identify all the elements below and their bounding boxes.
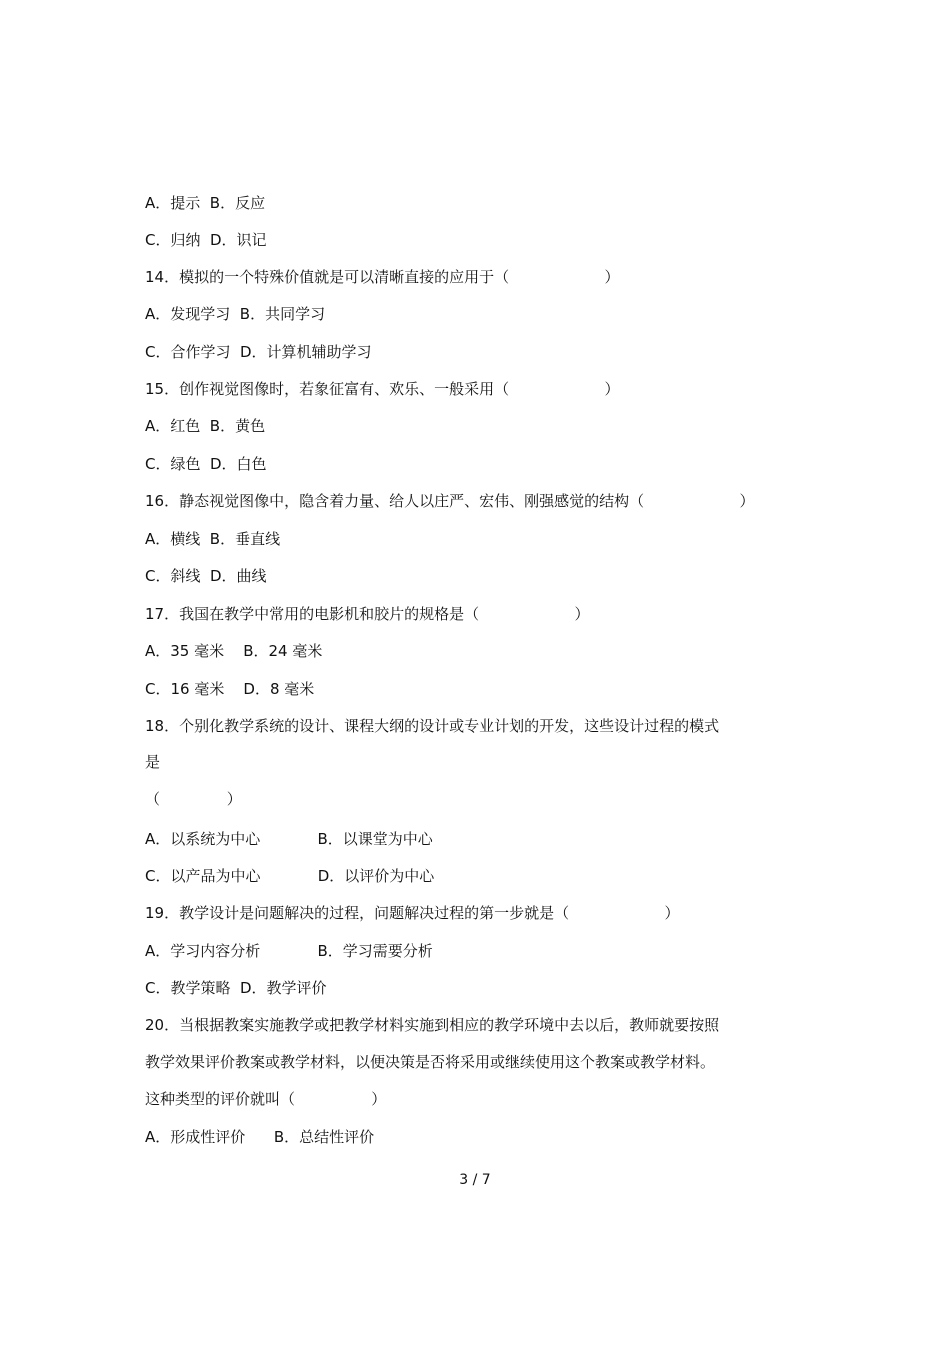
text-line: C．斜线 D．曲线 (145, 567, 267, 585)
question-14: 14．模拟的一个特殊价值就是可以清晰直接的应用于（ ） (145, 268, 620, 286)
text-line: A．形成性评价 B．总结性评价 (145, 1128, 375, 1146)
text-line: A．横线 B．垂直线 (145, 530, 281, 548)
text-line: C．以产品为中心 D．以评价为中心 (145, 867, 435, 885)
text-line: 这种类型的评价就叫（ ） (145, 1090, 387, 1108)
question-15: 15．创作视觉图像时，若象征富有、欢乐、一般采用（ ） (145, 380, 620, 398)
text-line: A．红色 B．黄色 (145, 417, 266, 435)
question-19: 19．教学设计是问题解决的过程，问题解决过程的第一步就是（ ） (145, 904, 680, 922)
question-20: 20．当根据教案实施教学或把教学材料实施到相应的教学环境中去以后，教师就要按照 (145, 1016, 720, 1034)
question-17: 17．我国在教学中常用的电影机和胶片的规格是（ ） (145, 605, 590, 623)
text-line: 教学效果评价教案或教学材料，以便决策是否将采用或继续使用这个教案或教学材料。 (145, 1053, 716, 1071)
text-line: A．提示 B．反应 (145, 194, 266, 212)
question-18: 18．个别化教学系统的设计、课程大纲的设计或专业计划的开发，这些设计过程的模式 (145, 717, 720, 735)
answer-blank: （ ） (145, 790, 242, 808)
page-number: 3 / 7 (459, 1172, 491, 1188)
text-line: A．学习内容分析 B．学习需要分析 (145, 942, 433, 960)
text-line: A．发现学习 B．共同学习 (145, 305, 326, 323)
text-line: C．合作学习 D．计算机辅助学习 (145, 343, 372, 361)
text-line: A．以系统为中心 B．以课堂为中心 (145, 830, 433, 848)
question-16: 16．静态视觉图像中，隐含着力量、给人以庄严、宏伟、刚强感觉的结构（ ） (145, 492, 755, 510)
text-line: C．绿色 D．白色 (145, 455, 267, 473)
text-line: A．35 毫米 B．24 毫米 (145, 642, 323, 660)
text-line: C．教学策略 D．教学评价 (145, 979, 327, 997)
text-line: C．16 毫米 D．8 毫米 (145, 680, 315, 698)
text-line: C．归纳 D．识记 (145, 231, 267, 249)
text-line: 是 (145, 753, 161, 771)
